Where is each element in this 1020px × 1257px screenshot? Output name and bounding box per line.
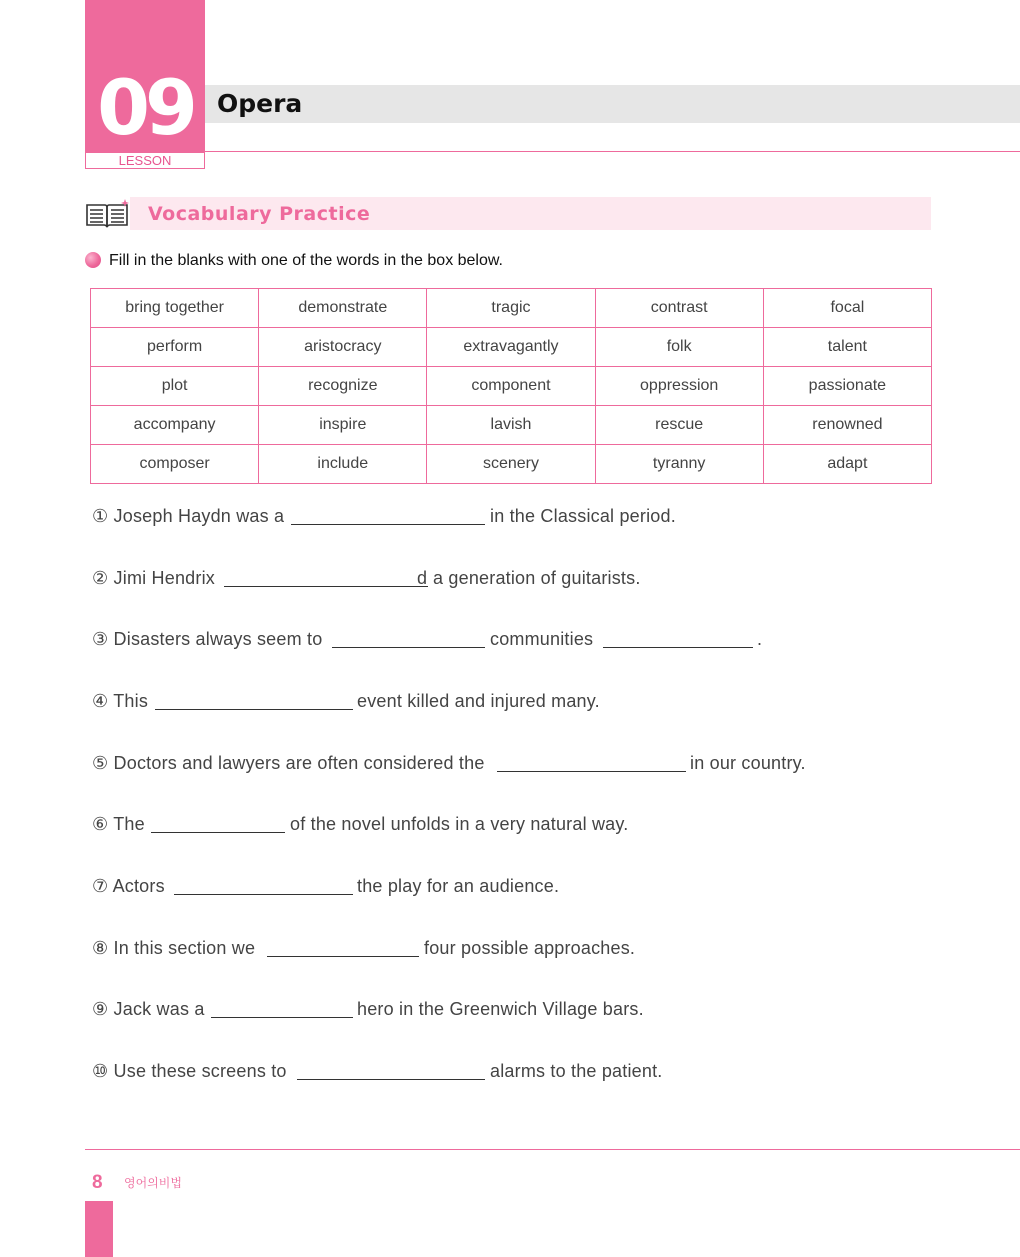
word-cell: adapt [763,445,931,484]
word-cell: composer [91,445,259,484]
question-number: ⑥ [92,814,109,834]
question-number: ⑦ [92,876,109,896]
question-5-text [92,751,485,775]
question-text-before: Actors [112,876,165,896]
word-cell: inspire [259,406,427,445]
word-cell: component [427,367,595,406]
word-box-row [91,367,932,406]
answer-blank-10[interactable] [297,1079,485,1080]
title-bar [205,85,1020,123]
question-9-text [92,997,205,1021]
answer-blank-7[interactable] [174,894,353,895]
question-number: ⑤ [92,753,109,773]
question-text-middle: communities [490,629,594,649]
answer-blank-3b[interactable] [603,647,753,648]
question-text-before: Jimi Hendrix [113,568,215,588]
question-3-text [92,627,322,651]
word-cell: passionate [763,367,931,406]
word-cell: include [259,445,427,484]
word-cell: plot [91,367,259,406]
question-text-after: in our country. [690,753,806,773]
question-text-before: The [113,814,145,834]
word-box-row [91,445,932,484]
page-number: 8 [92,1172,103,1193]
answer-blank-9[interactable] [211,1017,353,1018]
word-cell: recognize [259,367,427,406]
question-text-after: event killed and injured many. [357,691,600,711]
question-text-after: the play for an audience. [357,876,560,896]
word-box [90,288,932,484]
word-cell: oppression [595,367,763,406]
question-number: ⑨ [92,999,109,1019]
question-number: ④ [92,691,109,711]
word-cell: renowned [763,406,931,445]
answer-blank-4[interactable] [155,709,353,710]
question-text-before: Jack was a [113,999,205,1019]
question-text-after: a generation of guitarists. [433,568,641,588]
question-text-after: alarms to the patient. [490,1061,663,1081]
answer-hint: d [417,568,428,588]
question-text-after: . [757,629,763,649]
question-text-before: Doctors and lawyers are often considered the [113,753,485,773]
answer-blank-1[interactable] [291,524,485,525]
lesson-badge [85,0,205,153]
question-text-before: In this section we [113,938,256,958]
answer-blank-3a[interactable] [332,647,485,648]
instruction-text: Fill in the blanks with one of the words in the box below. [109,252,503,269]
question-10-text [92,1059,287,1083]
lesson-number: 09 [97,63,193,152]
word-cell: lavish [427,406,595,445]
question-8-text [92,936,255,960]
word-box-row [91,289,932,328]
word-cell: demonstrate [259,289,427,328]
bullet-icon [85,252,101,268]
word-cell: accompany [91,406,259,445]
word-cell: tyranny [595,445,763,484]
footer-divider [85,1149,1020,1150]
question-1-text [92,504,284,528]
question-text-before: Joseph Haydn was a [113,506,285,526]
word-cell: extravagantly [427,328,595,367]
word-cell: rescue [595,406,763,445]
open-book-icon [85,199,131,231]
question-number: ② [92,568,109,588]
title-divider [205,151,1020,152]
question-text-before: This [113,691,149,711]
question-6-text [92,812,145,836]
question-2-text [92,566,215,590]
question-number: ① [92,506,109,526]
answer-blank-6[interactable] [151,832,285,833]
footer-tab [85,1201,113,1257]
answer-blank-2[interactable] [224,586,428,587]
word-box-row [91,406,932,445]
section-title: Vocabulary Practice [148,203,371,225]
question-text-before: Disasters always seem to [113,629,323,649]
word-box-row [91,328,932,367]
question-text-after: hero in the Greenwich Village bars. [357,999,644,1019]
word-cell: focal [763,289,931,328]
answer-blank-5[interactable] [497,771,686,772]
lesson-title: Opera [217,89,303,118]
question-4-text [92,689,148,713]
answer-blank-8[interactable] [267,956,419,957]
word-cell: perform [91,328,259,367]
question-text-before: Use these screens to [113,1061,287,1081]
word-cell: folk [595,328,763,367]
word-cell: tragic [427,289,595,328]
question-text-after: of the novel unfolds in a very natural way. [290,814,629,834]
lesson-label: LESSON [85,153,205,169]
question-number: ③ [92,629,109,649]
word-cell: aristocracy [259,328,427,367]
word-cell: scenery [427,445,595,484]
word-cell: bring together [91,289,259,328]
question-number: ⑧ [92,938,109,958]
question-text-after: in the Classical period. [490,506,676,526]
question-7-text [92,874,165,898]
question-number: ⑩ [92,1061,109,1081]
question-text-after: four possible approaches. [424,938,636,958]
word-cell: contrast [595,289,763,328]
word-cell: talent [763,328,931,367]
book-name: 영어의비법 [124,1176,182,1190]
